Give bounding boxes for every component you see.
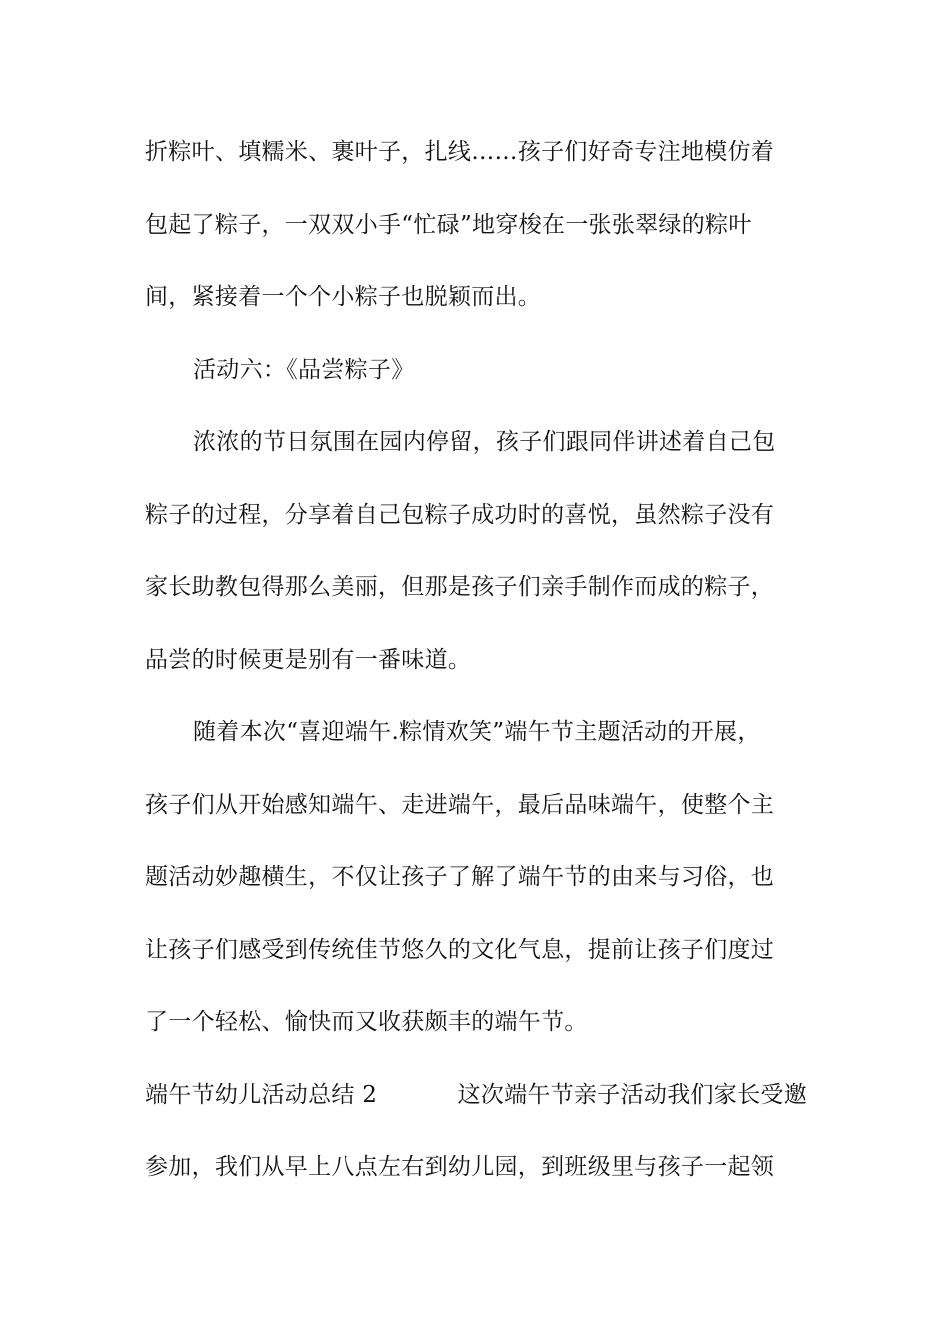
text-line-10: 孩子们从开始感知端午、走进端午，最后品味端午，使整个主 [145, 791, 775, 818]
section-heading-line [145, 1071, 807, 1119]
text-line-7: 家长助教包得那么美丽，但那是孩子们亲手制作而成的粽子， [145, 574, 775, 600]
text-line-8: 品尝的时候更是别有一番味道。 [145, 646, 472, 673]
text-line-11: 题活动妙趣横生，不仅让孩子了解了端午节的由来与习俗，也 [145, 864, 775, 890]
text-line-5: 浓浓的节日氛围在园内停留，孩子们跟同伴讲述着自己包 [193, 429, 776, 455]
section-first-line: 这次端午节亲子活动我们家长受邀 [457, 1081, 807, 1108]
text-line-12: 让孩子们感受到传统佳节悠久的文化气息，提前让孩子们度过 [145, 936, 775, 963]
text-line-6: 粽子的过程，分享着自己包粽子成功时的喜悦，虽然粽子没有 [145, 501, 775, 528]
section-title: 端午节幼儿活动总结 2 [145, 1081, 378, 1108]
text-line-3: 间，紧接着一个个小粽子也脱颖而出。 [145, 284, 542, 310]
document-body [145, 128, 807, 1216]
text-line-1: 折粽叶、填糯米、裹叶子，扎线……孩子们好奇专注地模仿着 [145, 139, 775, 165]
text-line-15: 参加，我们从早上八点左右到幼儿园，到班级里与孩子一起领 [145, 1154, 775, 1180]
text-line-2: 包起了粽子，一双双小手“忙碌”地穿梭在一张张翠绿的粽叶 [145, 211, 752, 238]
text-line-9: 随着本次“喜迎端午.粽情欢笑”端午节主题活动的开展， [193, 719, 761, 745]
activity-heading: 活动六：《品尝粽子》 [193, 356, 415, 383]
text-line-13: 了一个轻松、愉快而又收获颇丰的端午节。 [145, 1009, 588, 1035]
